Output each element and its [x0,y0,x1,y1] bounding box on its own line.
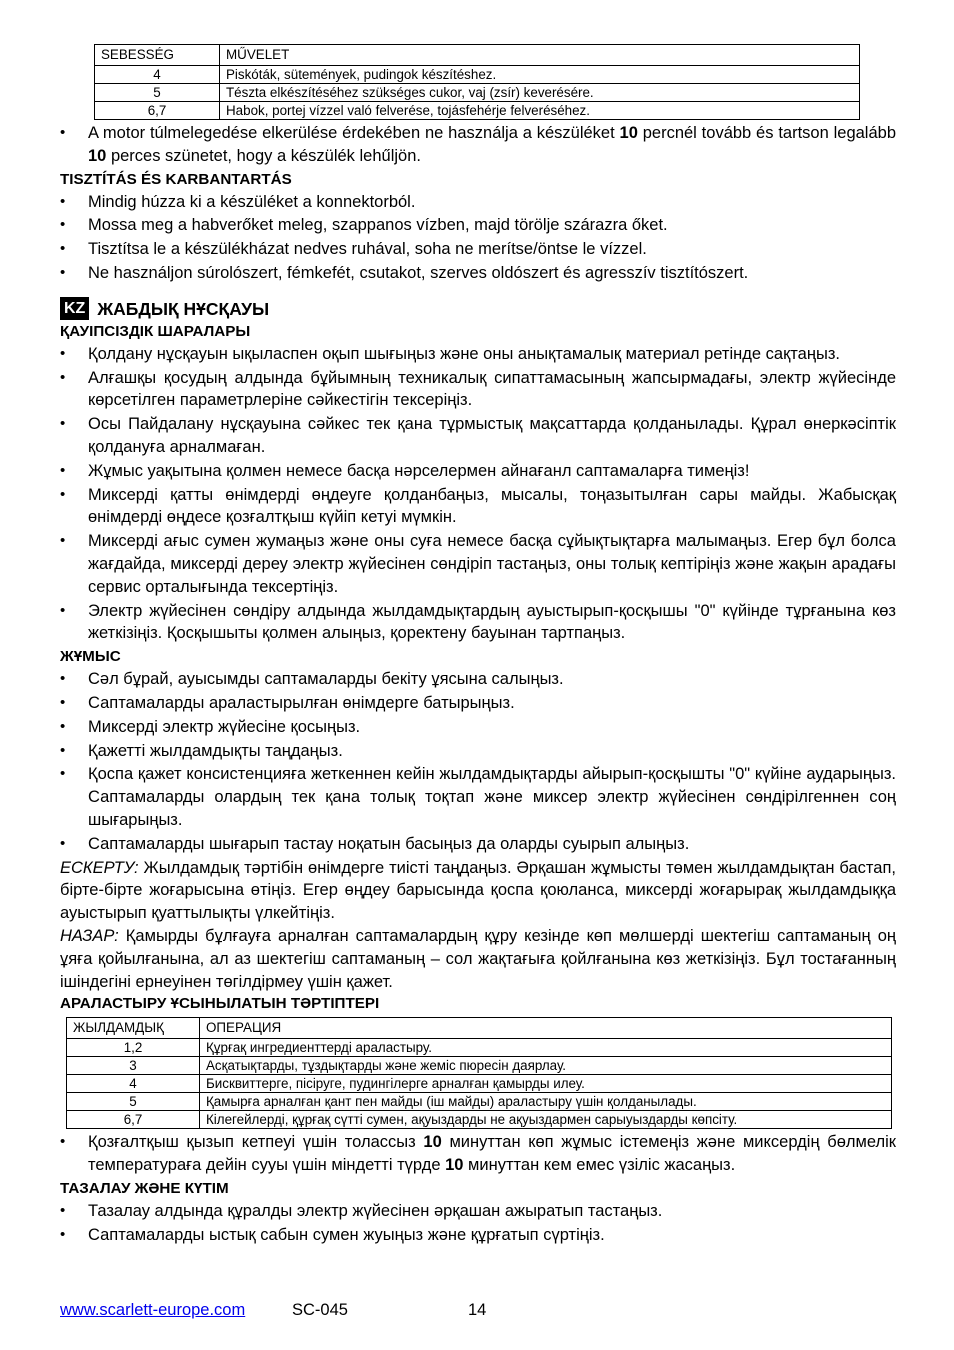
kz-speed-table [66,1017,892,1129]
list-item: • Осы Пайдалану нұсқауына сәйкес тек қана тұрмыстық мақсаттарда қолданылады. Құрал өнеркәсіптік қолдануға арналмаған. [60,413,896,459]
speed-cell: 5 [95,84,220,102]
page-footer [60,1299,896,1321]
operation-cell: Tészta elkészítéséhez szükséges cukor, vaj (zsír) keverésére. [220,84,860,102]
table-row [67,1093,892,1111]
list-item: • Миксерді электр жүйесіне қосыңыз. [60,716,896,739]
kz-motor-list [60,1131,896,1177]
list-item: • Қажетті жылдамдықты таңдаңыз. [60,740,896,763]
page-content [60,44,896,1247]
page-number: 14 [468,1301,487,1319]
list-item [60,122,896,168]
table-row [95,102,860,120]
list-item: • Саптамаларды араластырылған өнімдерге батырыңыз. [60,692,896,715]
bold-number: 10 [445,1156,464,1175]
speed-cell: 6,7 [95,102,220,120]
text-span: percnél tovább és tartson legalább [637,124,896,142]
list-item: • Қоспа қажет консистенцияға жеткеннен кейін жылдамдықтарды айырып-қосқышты "0" күйіне аударыңыз. Саптамаларды олардың тек қана толық тоқтап және миксер электр жүйесінен сөндірілгеннен соң шығарыңыз. [60,763,896,831]
model-number: SC-045 [292,1301,348,1319]
list-item: • Tisztítsa le a készülékházat nedves ruhával, soha ne merítse/öntse le vízzel. [60,238,896,261]
hu-speed-table [94,44,860,120]
website-link[interactable]: www.scarlett-europe.com [60,1301,246,1319]
kz-safety-heading: ҚАУІПСІЗДІК ШАРАЛАРЫ [60,322,251,340]
speed-cell: 3 [67,1057,200,1075]
hu-cleaning-list [60,191,896,285]
kz-section-title [60,297,896,321]
list-item: • Алғашқы қосудың алдында бұйымның техникалық сипаттамасының жапсырмадағы, электр жүйесінде көрсетілген параметрлеріне сәйкестігін тексеріңіз. [60,367,896,413]
operation-cell: Асқатықтарды, тұздықтарды және жеміс пюресін даярлау. [200,1057,892,1075]
table-header-row [67,1018,892,1039]
note-text: Жылдамдық тәртібін өнімдерге тиісті таңдаңыз. Әрқашан жұмысты төмен жылдамдықтан бастап, бірте-бірте жоғарысына өтіңіз. Егер өңдеу барысында қоспа қоюланса, миксерді жоғарырақ жылдамдыққа ауыстырып қуаттылықты үлкейтіңіз. [60,858,896,923]
text-span: Қозғалтқыш қызып кетпеуі үшін толассыз [88,1133,424,1152]
speed-cell: 4 [67,1075,200,1093]
list-item: • Электр жүйесінен сөндіру алдында жылдамдықтардың ауыстырып-қосқышы "0" күйінде тұрғанына көз жеткізіңіз. Қосқышыты қолмен алыңыз, қоректену бауынан тартпаңыз. [60,600,896,646]
attention-text: Қамырды бұлғауға арналған саптамалардың құру кезінде көп мөлшерді шектегіш саптаманың оң ұяға қойылғанына, ал аз шектегіш саптаманың – сол жақтағыға қойлғанына көз жеткізіңіз. Бұл тостағанның ішіндегіні ернеуінен төгілдірмеу үшін қажет. [60,926,896,991]
text-span: минуттан кем емес үзіліс жасаңыз. [463,1156,736,1175]
speed-cell: 1,2 [67,1039,200,1057]
operation-cell: Қамырға арналған қант пен майды (іш майды) араластыру үшін қолданылады. [200,1093,892,1111]
attention-label: НАЗАР: [60,926,119,945]
table-row [95,84,860,102]
table-header-cell: SEBESSÉG [95,45,220,66]
list-item: • Саптамаларды ыстық сабын сумен жуыңыз және құрғатып сүртіңіз. [60,1224,896,1247]
bold-number: 10 [423,1133,442,1152]
kz-work-heading: ЖҰМЫС [60,648,121,666]
table-header-cell: ЖЫЛДАМДЫҚ [67,1018,200,1039]
kz-cleaning-list [60,1200,896,1247]
list-item: • Сәл бұрай, ауысымды саптамаларды бекіту ұясына салыңыз. [60,668,896,691]
kz-cleaning-heading: ТАЗАЛАУ ЖӘНЕ КҮТІМ [60,1179,229,1197]
list-item: • Жұмыс уақытына қолмен немесе басқа нәрселермен айнағанл саптамаларға тимеңіз! [60,460,896,483]
table-row [67,1111,892,1129]
operation-cell: Бисквиттерге, пісіруге, пудингілерге арналған қамырды илеу. [200,1075,892,1093]
kz-title-text: ЖАБДЫҚ НҰСҚАУЫ [97,298,270,319]
kz-work-list [60,668,896,855]
kz-safety-list [60,343,896,645]
operation-cell: Piskóták, sütemények, pudingok készítéshez. [220,66,860,84]
table-header-row [95,45,860,66]
table-header-cell: ОПЕРАЦИЯ [200,1018,892,1039]
list-item: • Mindig húzza ki a készüléket a konnektorból. [60,191,896,214]
table-row [95,66,860,84]
table-row [67,1075,892,1093]
kz-language-badge: KZ [60,297,89,320]
text-span: минуттан көп жұмыс істемеңіз және миксердің бөлмелік температураға дейін сууы үшін міндетті түрде [88,1133,896,1175]
kz-attention-paragraph [60,925,896,993]
table-row [67,1057,892,1075]
list-item: • Қолдану нұсқауын ықыласпен оқып шығыңыз және оны анықтамалық материал ретінде сақтаңыз. [60,343,896,366]
speed-cell: 5 [67,1093,200,1111]
speed-cell: 6,7 [67,1111,200,1129]
list-item: • Mossa meg a habverőket meleg, szappanos vízben, majd törölje szárazra őket. [60,214,896,237]
operation-cell: Habok, portej vízzel való felverése, tojásfehérje felveréséhez. [220,102,860,120]
text-span: A motor túlmelegedése elkerülése érdekében ne használja a készüléket [88,124,620,142]
speed-cell: 4 [95,66,220,84]
hu-motor-list [60,122,896,168]
list-item: • Тазалау алдында құралды электр жүйесінен әрқашан ажыратып тастаңыз. [60,1200,896,1223]
table-row [67,1039,892,1057]
bold-number: 10 [88,146,107,165]
operation-cell: Құрғақ ингредиенттерді араластыру. [200,1039,892,1057]
note-label: ЕСКЕРТУ: [60,858,139,877]
operation-cell: Кілегейлерді, құрғақ сүтті сумен, ақуыздарды не ақуыздармен сарыуыздарды көпсіту. [200,1111,892,1129]
text-span: perces szünetet, hogy a készülék lehűljön. [106,146,421,165]
hu-cleaning-heading: TISZTÍTÁS ÉS KARBANTARTÁS [60,170,292,188]
kz-note-paragraph [60,857,896,925]
table-header-cell: MŰVELET [220,45,860,66]
list-item: • Миксерді қатты өнімдерді өңдеуге қолданбаңыз, мысалы, тоңазытылған сары майды. Жабысқақ өнімдерді өңдесе қозғалтқыш күйіп кетуі мүмкін. [60,484,896,530]
list-item [60,1131,896,1177]
list-item: • Ne használjon súrolószert, fémkefét, csutakot, szerves oldószert és agresszív tisztítószert. [60,262,896,285]
list-item: • Миксерді ағыс сумен жумаңыз және оны суға немесе басқа сұйықтықтарға малымаңыз. Егер бұл болса жағдайда, миксерді дереу электр жүйесінен сөндіріп тастаңыз, оны толық кептіріңіз және жақын арадағы сервис орталығында тексертіңіз. [60,530,896,598]
kz-mix-heading: АРАЛАСТЫРУ ҰСЫНЫЛАТЫН ТӘРТІПТЕРІ [60,995,380,1013]
list-item: • Саптамаларды шығарып тастау ноқатын басыңыз да оларды суырып алыңыз. [60,833,896,856]
bold-number: 10 [619,124,638,142]
